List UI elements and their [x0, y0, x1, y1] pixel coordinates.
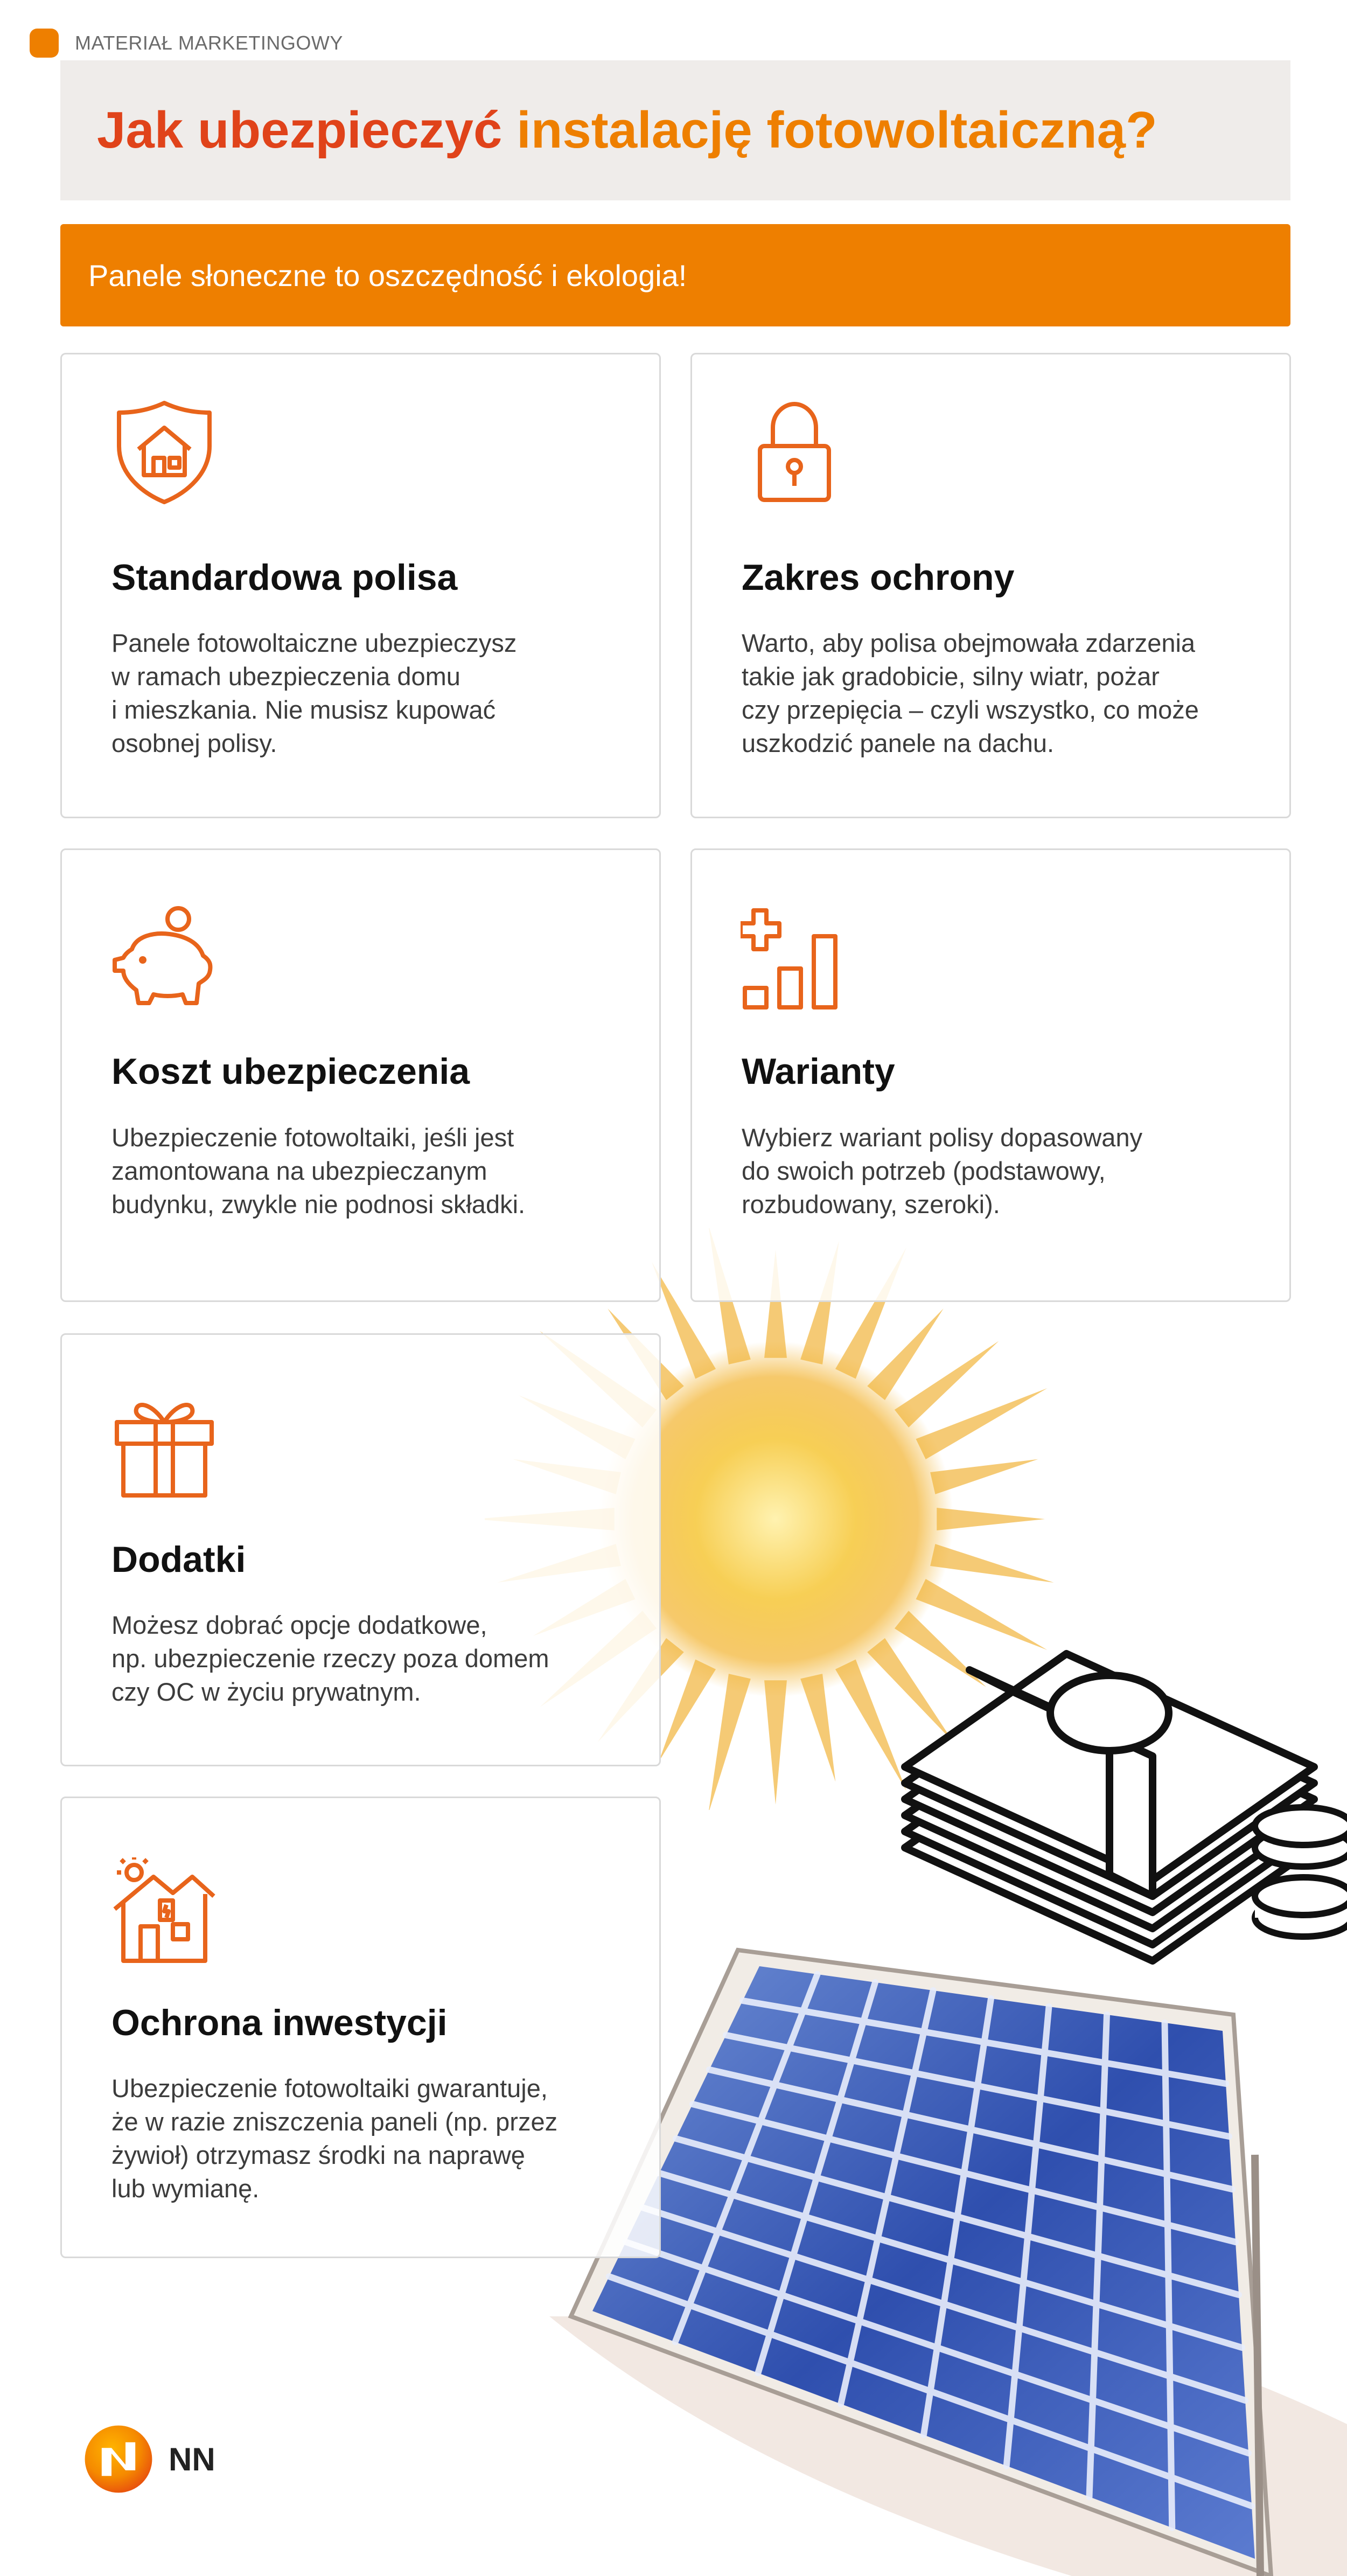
- card-add-ons: [60, 1333, 661, 1766]
- title-part-1: Jak ubezpieczyć: [97, 101, 502, 159]
- title-part-2: instalację fotowoltaiczną?: [517, 101, 1157, 159]
- page-title: [97, 101, 1157, 160]
- orange-banner: [60, 224, 1290, 326]
- card-text: Panele fotowoltaiczne ubezpieczysz w ramach ubezpieczenia domu i mieszkania. Nie musisz kupować osobnej polisy.: [111, 629, 517, 757]
- tag-label: MATERIAŁ MARKETINGOWY: [75, 32, 343, 54]
- solar-house-icon: [110, 1857, 218, 1965]
- card-title: Koszt ubezpieczenia: [111, 1051, 470, 1092]
- nn-logo-icon: [83, 2424, 153, 2494]
- card-text: Możesz dobrać opcje dodatkowe, np. ubezpieczenie rzeczy poza domem czy OC w życiu prywatnym.: [111, 1611, 549, 1706]
- marketing-tag: [30, 30, 343, 57]
- nn-logo: [83, 2424, 215, 2494]
- card-text: Ubezpieczenie fotowoltaiki gwarantuje, że w razie zniszczenia paneli (np. przez żywioł) otrzymasz środki na naprawę lub wymianę.: [111, 2074, 558, 2203]
- card-title: Dodatki: [111, 1539, 246, 1580]
- nn-logo-text: NN: [169, 2441, 215, 2477]
- card-text: Ubezpieczenie fotowoltaiki, jeśli jest zamontowana na ubezpieczanym budynku, zwykle nie podnosi składki.: [111, 1123, 526, 1219]
- card-title: Standardowa polisa: [111, 557, 458, 598]
- piggy-bank-icon: [110, 904, 218, 1012]
- title-box: [60, 60, 1290, 200]
- card-variants: [690, 848, 1291, 1302]
- money-stack-illustration: [883, 1595, 1347, 1982]
- card-standard-policy: [60, 353, 661, 818]
- card-insurance-cost: [60, 848, 661, 1302]
- card-text: Wybierz wariant polisy dopasowany do swoich potrzeb (podstawowy, rozbudowany, szeroki).: [742, 1123, 1143, 1219]
- padlock-icon: [741, 398, 848, 505]
- card-text: Warto, aby polisa obejmowała zdarzenia takie jak gradobicie, silny wiatr, pożar czy przepięcia – czyli wszystko, co może uszkodzić panele na dachu.: [742, 629, 1199, 757]
- plus-bars-icon: [741, 904, 848, 1012]
- banner-text: Panele słoneczne to oszczędność i ekologia!: [88, 258, 687, 293]
- shield-house-icon: [110, 398, 218, 505]
- card-coverage-scope: [690, 353, 1291, 818]
- tag-square-icon: [30, 29, 59, 58]
- gift-icon: [110, 1394, 218, 1502]
- card-title: Zakres ochrony: [742, 557, 1015, 598]
- card-investment-protection: [60, 1797, 661, 2258]
- card-title: Ochrona inwestycji: [111, 2002, 448, 2043]
- card-title: Warianty: [742, 1051, 895, 1092]
